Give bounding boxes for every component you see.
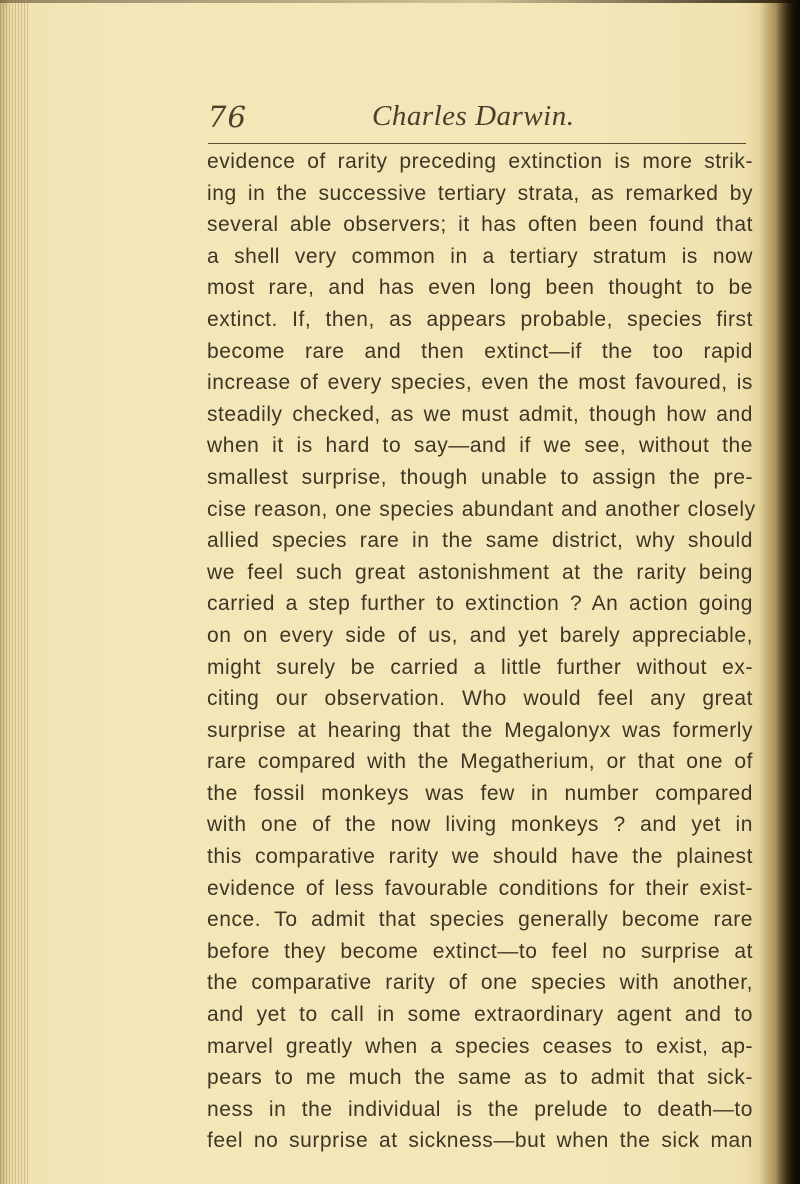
text-line: marvel greatly when a species ceases to exist, ap-	[207, 1034, 753, 1058]
text-line: extinct. If, then, as appears probable, species first	[207, 307, 753, 331]
text-line: pears to me much the same as to admit that sick-	[207, 1066, 753, 1090]
page-stack-edges	[0, 0, 30, 1184]
text-line: become rare and then extinct—if the too rapid	[207, 339, 753, 363]
text-line: ness in the individual is the prelude to death—to	[207, 1097, 753, 1121]
text-line: on on every side of us, and yet barely appreciable,	[207, 623, 753, 647]
text-line: surprise at hearing that the Megalonyx was formerly	[207, 718, 753, 742]
header-rule	[208, 143, 746, 144]
text-line: steadily checked, as we must admit, though how and	[207, 402, 753, 426]
text-line: with one of the now living monkeys ? and yet in	[207, 813, 753, 837]
text-line: ing in the successive tertiary strata, as remarked by	[207, 181, 753, 205]
text-line: might surely be carried a little further without ex-	[207, 655, 753, 679]
binding-shadow	[758, 0, 800, 1184]
text-line: several able observers; it has often been found that	[207, 213, 753, 237]
page-header	[208, 100, 748, 144]
text-line: before they become extinct—to feel no surprise at	[207, 939, 753, 963]
text-line: rare compared with the Megatherium, or that one of	[207, 750, 753, 774]
running-title: Charles Darwin.	[372, 100, 575, 132]
text-line: we feel such great astonishment at the rarity being	[207, 560, 753, 584]
text-line: the comparative rarity of one species with another,	[207, 971, 753, 995]
text-line: allied species rare in the same district, why should	[207, 529, 753, 553]
text-line: the fossil monkeys was few in number compared	[207, 781, 753, 805]
text-line: a shell very common in a tertiary stratum is now	[207, 244, 753, 268]
text-line: most rare, and has even long been thought to be	[207, 276, 753, 300]
text-line: feel no surprise at sickness—but when the sick man	[207, 1129, 753, 1153]
text-line: citing our observation. Who would feel any great	[207, 687, 753, 711]
text-line: evidence of rarity preceding extinction is more strik-	[207, 150, 753, 173]
text-line: this comparative rarity we should have the plainest	[207, 845, 753, 869]
text-line: increase of every species, even the most favoured, is	[207, 371, 753, 395]
body-text	[207, 146, 756, 1157]
text-line: when it is hard to say—and if we see, without the	[207, 434, 753, 458]
page-number: 76	[208, 100, 247, 134]
text-line: evidence of less favourable conditions for their exist-	[207, 876, 753, 900]
text-line: smallest surprise, though unable to assign the pre-	[207, 465, 753, 489]
text-line: cise reason, one species abundant and another closely	[207, 497, 756, 521]
text-line: and yet to call in some extraordinary agent and to	[207, 1003, 753, 1027]
text-line: carried a step further to extinction ? An action going	[207, 592, 753, 616]
text-line: ence. To admit that species generally become rare	[207, 908, 753, 932]
page-top-edge	[0, 0, 800, 3]
